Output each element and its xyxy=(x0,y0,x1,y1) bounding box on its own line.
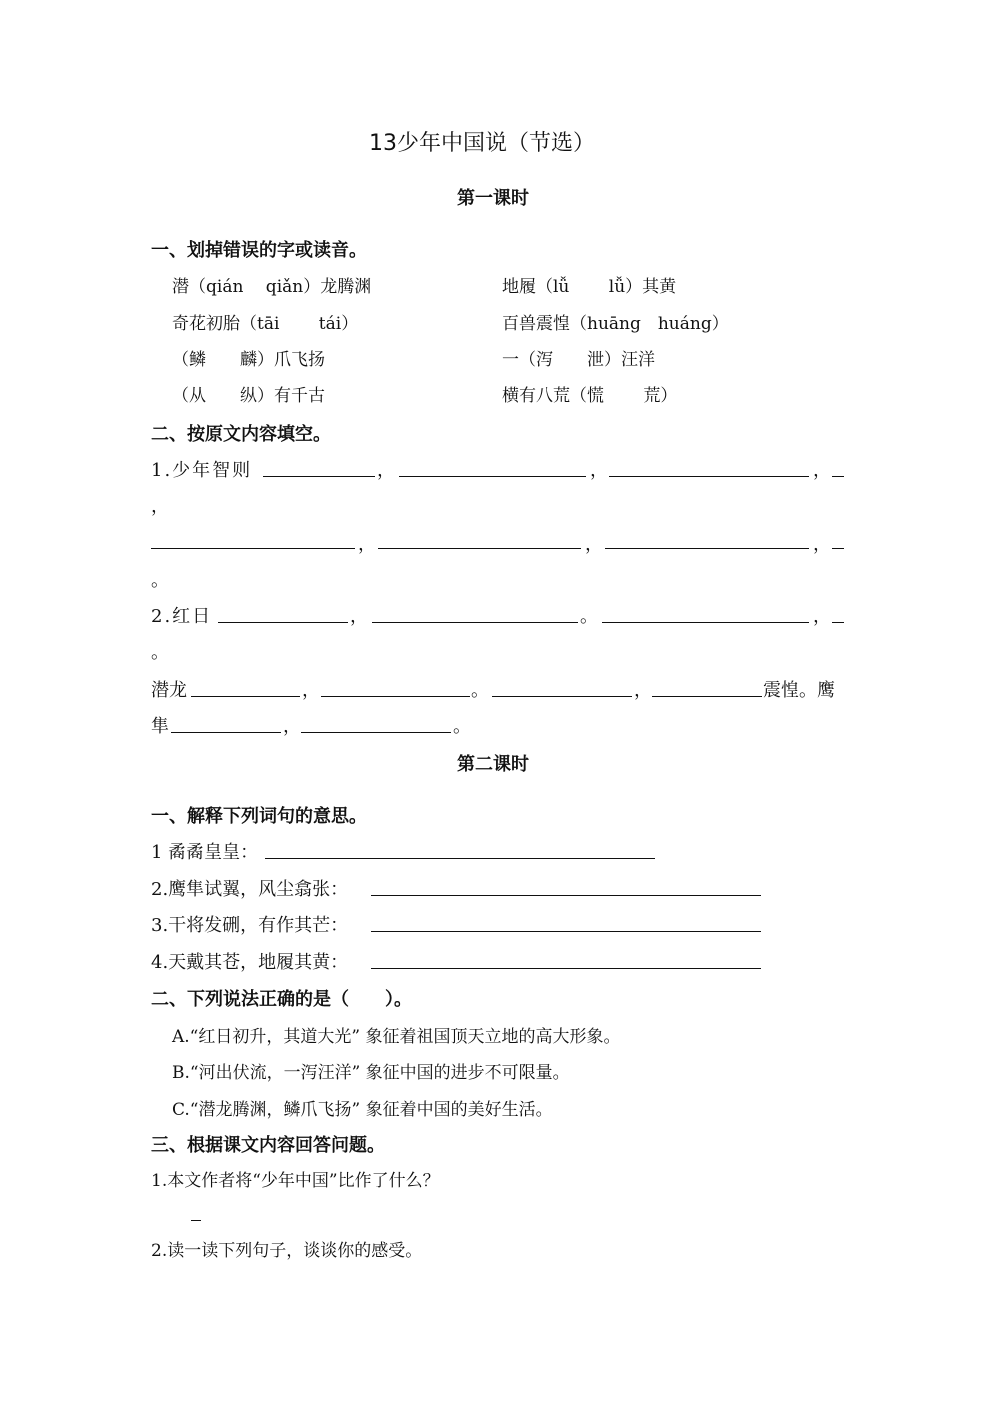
fill-q3-suffix: 震惶。鹰 xyxy=(763,680,835,701)
pinyin-item: 横有八荒（慌 荒） xyxy=(502,386,678,406)
section-1-heading: 一、划掉错误的字或读音。 xyxy=(151,240,367,261)
period: 。 xyxy=(580,606,598,627)
pinyin-item: 奇花初胎（tāi tái） xyxy=(172,314,359,334)
lesson-2-heading: 第二课时 xyxy=(457,754,529,775)
period: 。 xyxy=(471,680,489,701)
section-2-heading: 二、按原文内容填空。 xyxy=(151,424,331,445)
period: 。 xyxy=(151,642,169,663)
pinyin-item: 百兽震惶（huāng huáng） xyxy=(502,314,729,334)
explain-item: 4.天戴其苍，地履其黄： xyxy=(151,952,349,973)
answer-blank[interactable] xyxy=(371,931,761,932)
question-item: 2.读一读下列句子，谈谈你的感受。 xyxy=(151,1241,423,1261)
fill-blank[interactable] xyxy=(191,696,300,697)
fill-q1-prefix: 1.少年智则 xyxy=(151,460,253,481)
period: 。 xyxy=(453,716,471,737)
fill-q2-prefix: 2.红日 xyxy=(151,606,213,627)
comma: ， xyxy=(813,606,831,627)
fill-blank[interactable] xyxy=(218,622,348,623)
fill-blank[interactable] xyxy=(492,696,632,697)
comma: ， xyxy=(813,534,831,555)
fill-q4-prefix: 隼 xyxy=(151,716,169,737)
comma: ， xyxy=(302,680,320,701)
answer-blank[interactable] xyxy=(371,968,761,969)
fill-blank[interactable] xyxy=(263,476,375,477)
answer-blank[interactable] xyxy=(265,858,655,859)
comma: ， xyxy=(377,460,395,481)
fill-blank[interactable] xyxy=(378,548,581,549)
fill-blank[interactable] xyxy=(372,622,578,623)
fill-blank[interactable] xyxy=(602,622,809,623)
comma: ， xyxy=(283,716,301,737)
section-2-heading: 二、下列说法正确的是（ ）。 xyxy=(151,989,412,1010)
fill-blank[interactable] xyxy=(301,732,451,733)
page-title: 13少年中国说（节选） xyxy=(369,131,595,156)
fill-q3-prefix: 潜龙 xyxy=(151,680,187,701)
lesson-1-heading: 第一课时 xyxy=(457,188,529,209)
comma: ， xyxy=(813,460,831,481)
pinyin-item: 一（泻 泄）汪洋 xyxy=(502,350,655,370)
explain-item: 3.干将发硎，有作其芒： xyxy=(151,915,349,936)
choice-option-c[interactable]: C.“潜龙腾渊，鳞爪飞扬” 象征着中国的美好生活。 xyxy=(172,1100,553,1120)
fill-blank[interactable] xyxy=(832,622,844,623)
comma: ， xyxy=(585,534,603,555)
comma: ， xyxy=(590,460,608,481)
section-3-heading: 三、根据课文内容回答问题。 xyxy=(151,1135,385,1156)
pinyin-item: （鳞 麟）爪飞扬 xyxy=(172,350,325,370)
fill-blank[interactable] xyxy=(609,476,809,477)
explain-item: 1 矞矞皇皇： xyxy=(151,842,259,863)
fill-blank[interactable] xyxy=(171,732,281,733)
fill-blank[interactable] xyxy=(321,696,470,697)
comma: ， xyxy=(350,606,368,627)
question-item: 1.本文作者将“少年中国”比作了什么？ xyxy=(151,1171,440,1191)
pinyin-item: 地履（lǚ lǚ）其黄 xyxy=(502,277,677,297)
choice-option-a[interactable]: A.“红日初升，其道大光” 象征着祖国顶天立地的高大形象。 xyxy=(172,1027,621,1047)
answer-blank[interactable] xyxy=(371,895,761,896)
fill-blank[interactable] xyxy=(832,476,844,477)
period: 。 xyxy=(151,570,169,591)
comma: ， xyxy=(358,534,376,555)
choice-option-b[interactable]: B.“河出伏流，一泻汪洋” 象征中国的进步不可限量。 xyxy=(172,1063,570,1083)
fill-blank[interactable] xyxy=(605,548,809,549)
fill-blank[interactable] xyxy=(151,548,355,549)
explain-item: 2.鹰隼试翼，风尘翕张： xyxy=(151,879,349,900)
fill-blank[interactable] xyxy=(652,696,762,697)
fill-blank[interactable] xyxy=(832,548,844,549)
pinyin-item: （从 纵）有千古 xyxy=(172,386,325,406)
fill-blank[interactable] xyxy=(399,476,586,477)
comma: ， xyxy=(634,680,652,701)
section-1-heading: 一、解释下列词句的意思。 xyxy=(151,806,367,827)
comma: ， xyxy=(151,496,169,517)
answer-blank[interactable] xyxy=(191,1220,201,1221)
pinyin-item: 潜（qián qiǎn）龙腾渊 xyxy=(172,277,372,297)
